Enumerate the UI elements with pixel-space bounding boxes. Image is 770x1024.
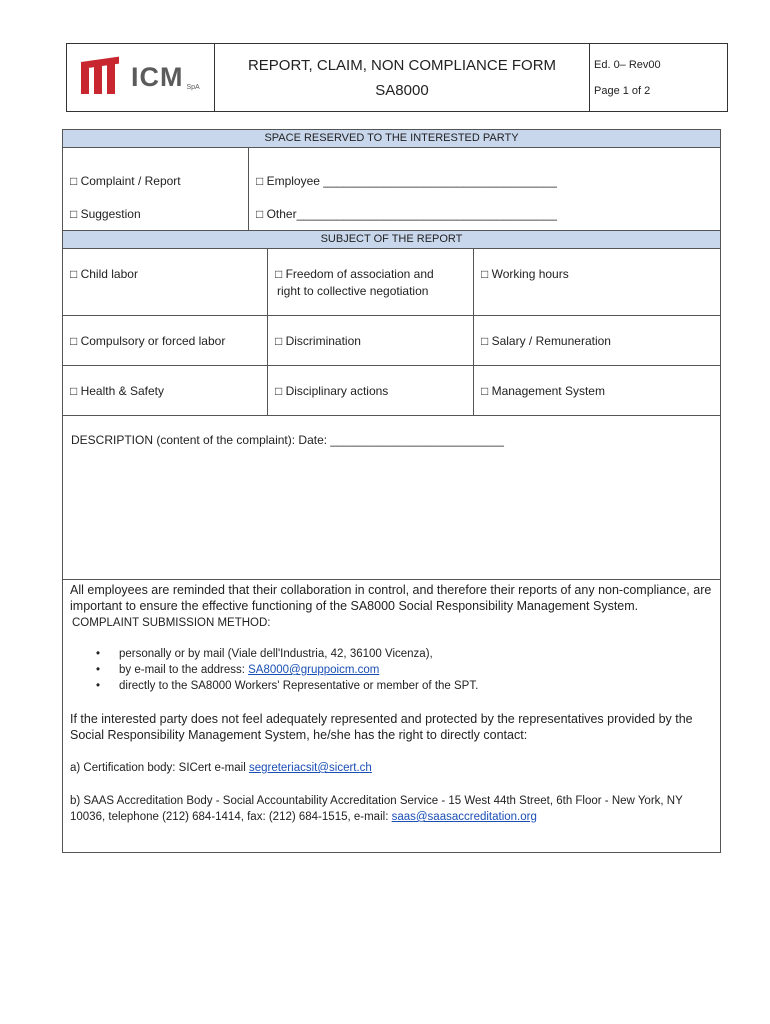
form-title-line2: SA8000 <box>375 81 429 99</box>
form-title <box>215 44 590 111</box>
health-safety-checkbox[interactable]: □ Health & Safety <box>63 366 268 415</box>
company-logo <box>67 44 215 111</box>
info-section <box>63 580 720 825</box>
logo-text: ICM <box>131 62 184 92</box>
sa8000-email-link[interactable]: SA8000@gruppoicm.com <box>248 664 380 676</box>
list-item: • personally or by mail (Viale dell'Industria, 42, 36100 Vicenza), <box>70 646 720 662</box>
disciplinary-checkbox[interactable]: □ Disciplinary actions <box>268 366 474 415</box>
freedom-association-checkbox[interactable] <box>268 249 474 315</box>
management-system-checkbox[interactable]: □ Management System <box>481 384 605 398</box>
page-label: Page 1 of 2 <box>594 84 651 97</box>
icm-logo-icon <box>81 62 119 94</box>
form-meta <box>590 44 727 111</box>
subject-row <box>63 316 720 366</box>
subject-row <box>63 249 720 316</box>
saas-email-link[interactable]: saas@saasaccreditation.org <box>391 811 537 823</box>
employee-field[interactable]: □ Employee ___________________________________ <box>256 174 557 188</box>
freedom-line1: □ Freedom of association and <box>275 267 434 281</box>
subject-section-title: SUBJECT OF THE REPORT <box>63 231 720 249</box>
other-field[interactable]: □ Other_______________________________________ <box>256 207 557 221</box>
suggestion-checkbox[interactable]: □ Suggestion <box>70 207 141 221</box>
method-list <box>70 646 720 694</box>
child-labor-checkbox[interactable]: □ Child labor <box>63 249 268 315</box>
form-body <box>62 129 721 853</box>
salary-checkbox[interactable]: □ Salary / Remuneration <box>481 334 611 348</box>
subject-row <box>63 366 720 416</box>
list-item: • directly to the SA8000 Workers' Representative or member of the SPT. <box>70 678 720 694</box>
sicert-email-link[interactable]: segreteriacsit@sicert.ch <box>248 762 372 774</box>
cert-prefix: a) Certification body: SICert e-mail <box>70 762 249 774</box>
saas-body <box>70 793 720 825</box>
form-header <box>66 43 728 112</box>
list-item <box>70 662 720 678</box>
email-prefix: by e-mail to the address: <box>119 664 249 676</box>
complaint-checkbox[interactable]: □ Complaint / Report <box>70 174 181 188</box>
party-section <box>63 148 720 231</box>
reminder-text: All employees are reminded that their collaboration in control, and therefore their reports of any non-compliance, are important to ensure the effective functioning of the SA8000 Social Responsibility Management System. <box>70 583 712 613</box>
freedom-line2: right to collective negotiation <box>277 284 429 298</box>
representation-text: If the interested party does not feel adequately represented and protected by the representatives provided by the Social Responsibility Management System, he/she has the right to directly contact: <box>70 712 693 742</box>
method-title: COMPLAINT SUBMISSION METHOD: <box>72 617 271 629</box>
form-title-line1: REPORT, CLAIM, NON COMPLIANCE FORM <box>247 56 557 74</box>
forced-labor-checkbox[interactable]: □ Compulsory or forced labor <box>63 316 268 365</box>
working-hours-checkbox[interactable]: □ Working hours <box>481 267 569 281</box>
saas-prefix: b) SAAS Accreditation Body - Social Accountability Accreditation Service - 15 West 44th Street, 6th Floor - New York, NY 10036, telephone (212) 684-1414, fax: (212) 684-1515, e-mail: <box>70 795 683 823</box>
party-section-title: SPACE RESERVED TO THE INTERESTED PARTY <box>63 130 720 148</box>
logo-suffix: SpA <box>186 84 200 91</box>
certification-body <box>70 760 720 776</box>
edition-label: Ed. 0– Rev00 <box>594 58 661 71</box>
discrimination-checkbox[interactable]: □ Discrimination <box>268 316 474 365</box>
description-field[interactable]: DESCRIPTION (content of the complaint): Date: __________________________ <box>63 416 720 580</box>
